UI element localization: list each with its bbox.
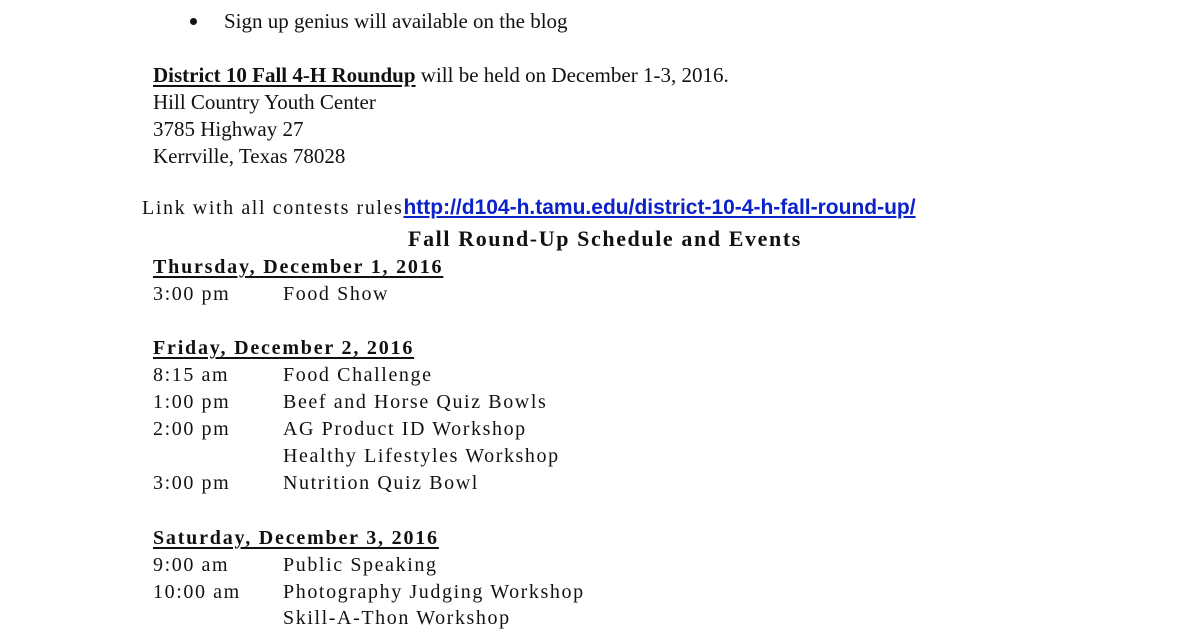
contest-rules-label: Link with all contests rules xyxy=(142,197,404,219)
schedule-title: Fall Round-Up Schedule and Events xyxy=(408,226,802,251)
roundup-heading-line xyxy=(153,62,729,89)
address-line: 3785 Highway 27 xyxy=(153,117,304,141)
event-name: Beef and Horse Quiz Bowls xyxy=(283,391,548,413)
event-name: Food Show xyxy=(283,283,390,305)
event-name: Nutrition Quiz Bowl xyxy=(283,472,479,494)
day-heading-saturday: Saturday, December 3, 2016 xyxy=(153,527,439,549)
event-time: 2:00 pm xyxy=(153,418,231,440)
bullet-text: Sign up genius will available on the blog xyxy=(224,9,568,33)
contest-rules-line xyxy=(142,196,916,220)
day-heading-friday: Friday, December 2, 2016 xyxy=(153,337,415,359)
event-name: AG Product ID Workshop xyxy=(283,418,527,440)
event-time: 9:00 am xyxy=(153,554,230,576)
roundup-date-text: will be held on December 1-3, 2016. xyxy=(415,63,729,87)
event-time: 8:15 am xyxy=(153,364,230,386)
event-time: 1:00 pm xyxy=(153,391,231,413)
address-line: Hill Country Youth Center xyxy=(153,90,376,114)
event-time: 3:00 pm xyxy=(153,472,231,494)
roundup-title: District 10 Fall 4-H Roundup xyxy=(153,63,416,87)
event-name: Skill-A-Thon Workshop xyxy=(283,607,511,629)
event-time: 3:00 pm xyxy=(153,283,231,305)
event-name: Photography Judging Workshop xyxy=(283,581,585,603)
event-name: Healthy Lifestyles Workshop xyxy=(283,445,560,467)
event-name: Food Challenge xyxy=(283,364,433,386)
bullet-icon xyxy=(190,18,197,25)
address-line: Kerrville, Texas 78028 xyxy=(153,144,346,168)
day-heading-thursday: Thursday, December 1, 2016 xyxy=(153,256,444,278)
event-name: Public Speaking xyxy=(283,554,438,576)
bullet-item xyxy=(190,9,790,35)
contest-rules-link[interactable]: http://d104-h.tamu.edu/district-10-4-h-fall-round-up/ xyxy=(403,196,916,219)
event-time: 10:00 am xyxy=(153,581,241,603)
